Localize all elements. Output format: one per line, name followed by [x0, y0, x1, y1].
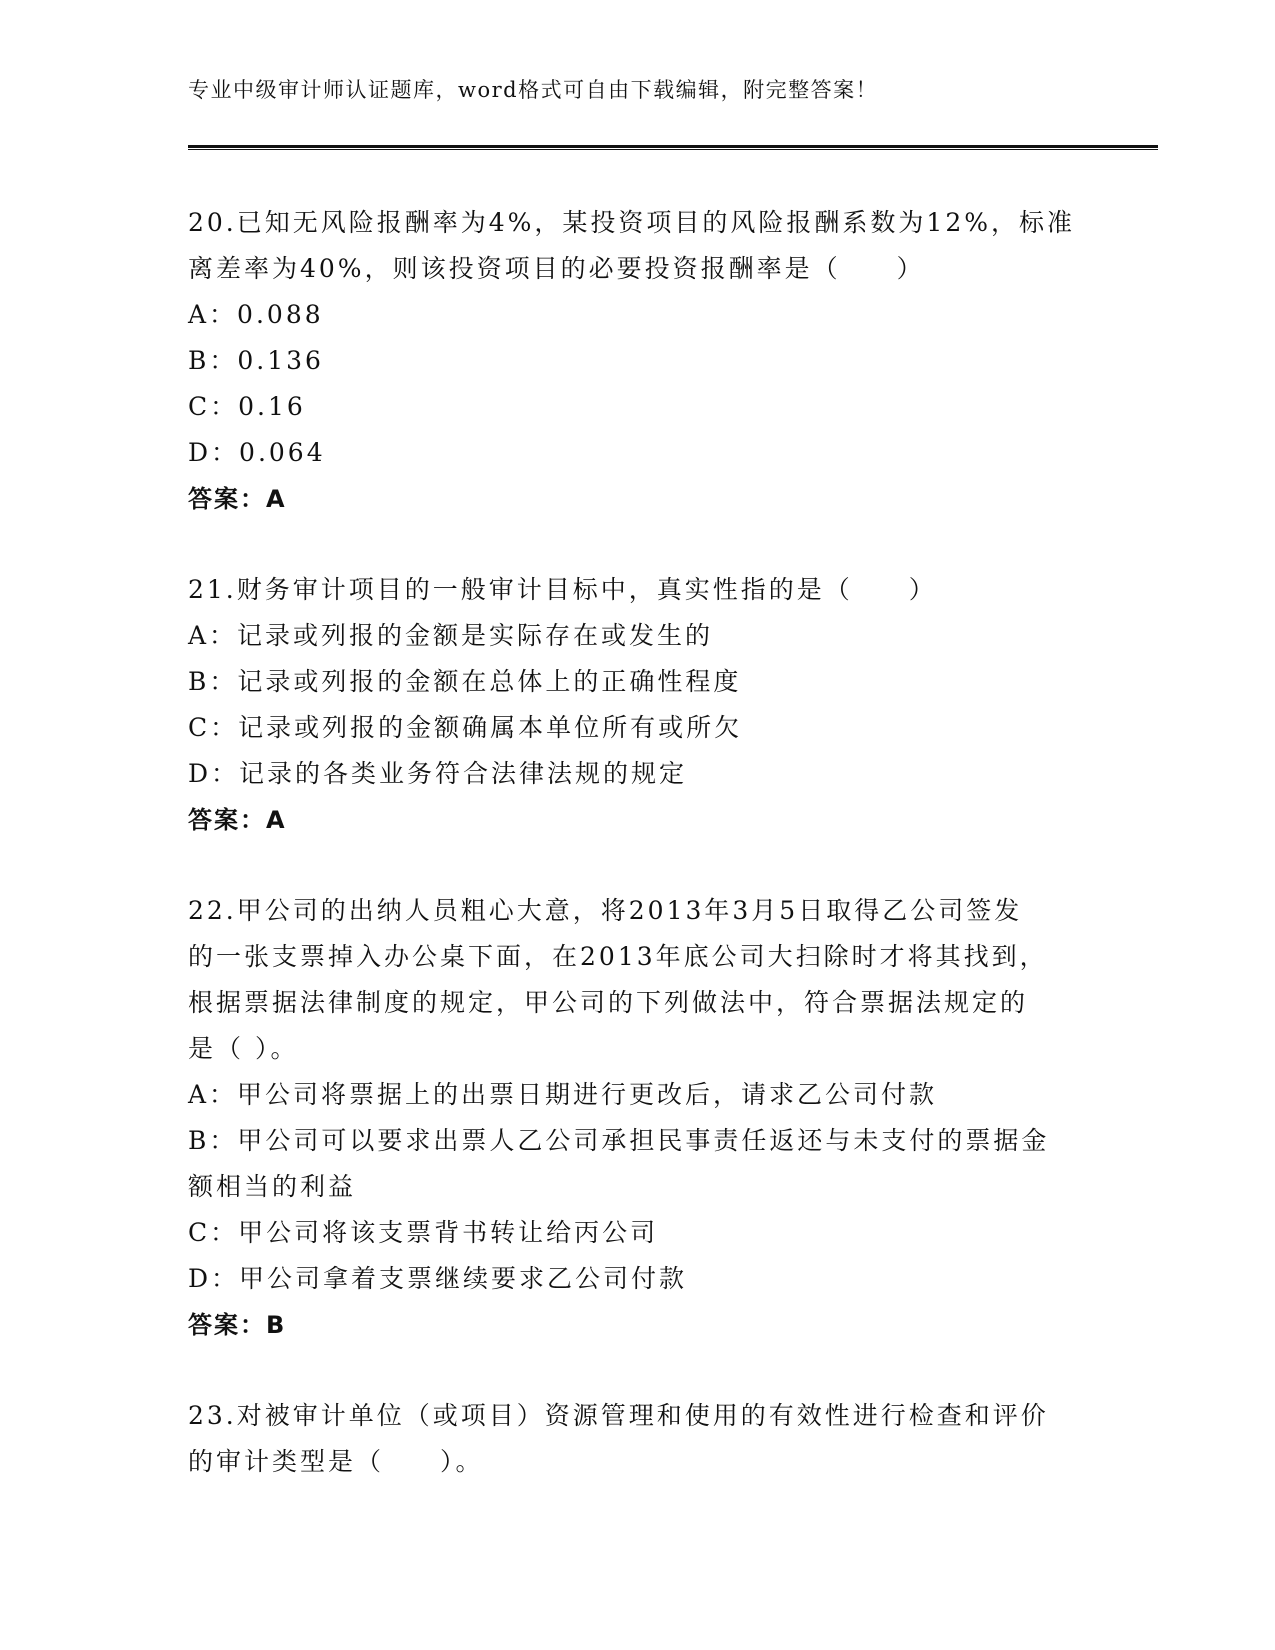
- question-stem-line: 20.已知无风险报酬率为4%，某投资项目的风险报酬系数为12%，标准: [188, 208, 1075, 237]
- answer-label: 答案：A: [188, 806, 287, 834]
- question-stem-line: 的一张支票掉入办公桌下面，在2013年底公司大扫除时才将其找到，: [188, 942, 1048, 971]
- header-text: 专业中级审计师认证题库，word格式可自由下载编辑，附完整答案！: [188, 78, 879, 102]
- option-d: D：0.064: [188, 438, 326, 467]
- question-list: [188, 200, 1088, 1530]
- answer-label: 答案：A: [188, 485, 287, 513]
- option-b-continued: 额相当的利益: [188, 1172, 357, 1201]
- option-c: C：甲公司将该支票背书转让给丙公司: [188, 1218, 659, 1247]
- question-20: [188, 200, 1088, 522]
- question-stem-line: 根据票据法律制度的规定，甲公司的下列做法中，符合票据法规定的: [188, 988, 1029, 1017]
- option-a: A：记录或列报的金额是实际存在或发生的: [188, 621, 714, 650]
- option-c: C：记录或列报的金额确属本单位所有或所欠: [188, 713, 743, 742]
- option-b: B：0.136: [188, 346, 324, 375]
- question-stem-line: 离差率为40%，则该投资项目的必要投资报酬率是（ ）: [188, 254, 925, 283]
- question-23: [188, 1393, 1088, 1485]
- header-divider: [188, 145, 1158, 150]
- option-c: C：0.16: [188, 392, 306, 421]
- question-22: [188, 888, 1088, 1348]
- question-stem-line: 22.甲公司的出纳人员粗心大意，将2013年3月5日取得乙公司签发: [188, 896, 1023, 925]
- question-stem-line: 的审计类型是（ ）。: [188, 1447, 484, 1476]
- option-d: D：甲公司拿着支票继续要求乙公司付款: [188, 1264, 688, 1293]
- option-d: D：记录的各类业务符合法律法规的规定: [188, 759, 688, 788]
- question-21: [188, 567, 1088, 843]
- question-stem-line: 是（ ）。: [188, 1034, 299, 1063]
- question-stem-line: 21.财务审计项目的一般审计目标中，真实性指的是（ ）: [188, 575, 937, 604]
- question-stem-line: 23.对被审计单位（或项目）资源管理和使用的有效性进行检查和评价: [188, 1401, 1049, 1430]
- option-a: A：甲公司将票据上的出票日期进行更改后，请求乙公司付款: [188, 1080, 938, 1109]
- option-a: A：0.088: [188, 300, 324, 329]
- answer-label: 答案：B: [188, 1311, 287, 1339]
- option-b: B：甲公司可以要求出票人乙公司承担民事责任返还与未支付的票据金: [188, 1126, 1050, 1155]
- option-b: B：记录或列报的金额在总体上的正确性程度: [188, 667, 742, 696]
